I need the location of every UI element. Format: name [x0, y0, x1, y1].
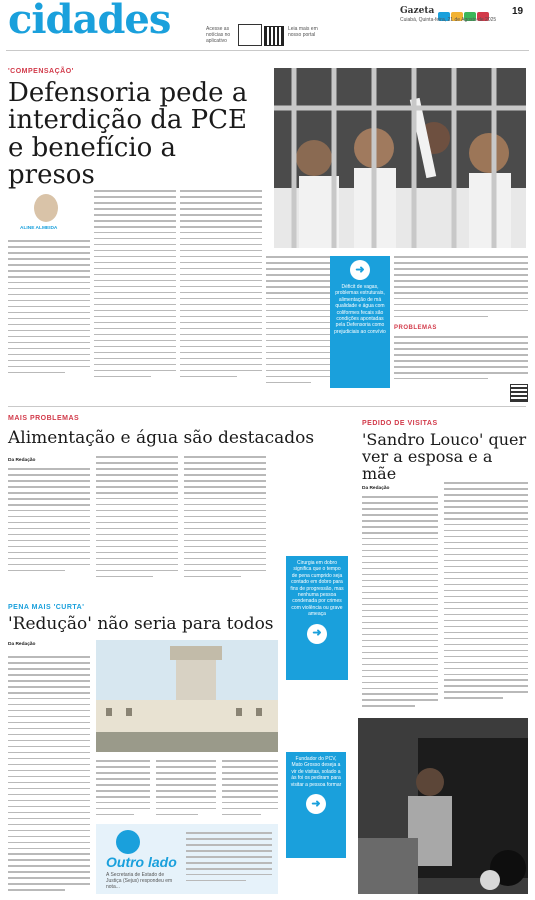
qr-code-icon: [264, 26, 284, 46]
prison-bars-illustration: [274, 68, 526, 248]
lead-column-3: [180, 190, 262, 382]
prison-building-photo: [96, 640, 278, 752]
qr-code-icon: [510, 384, 528, 402]
lead-column-4: [266, 256, 330, 388]
outro-text: A Secretaria de Estado de Justiça (Sejus) respondeu em nota...: [106, 872, 173, 890]
arrow-icon: ➜: [307, 624, 327, 644]
prisoners-photo: [274, 68, 526, 248]
lead-column-5: [394, 256, 528, 322]
page-number: 19: [512, 6, 524, 17]
lead-column-2: [94, 190, 176, 382]
prison-building-illustration: [96, 640, 278, 752]
divider: [8, 406, 526, 407]
reduction-column-3: [156, 760, 216, 820]
second-column-1: [8, 468, 90, 576]
lead-subhead: PROBLEMAS: [394, 325, 437, 331]
middle-caption-text: Cirurgia em dobro significa que o tempo de pena cumprido seja contado em dobro para fins de progressão, mas nenhuma pessoa condenada por crimes com violência ou grave ameaça: [290, 560, 344, 618]
second-kicker: MAIS PROBLEMAS: [8, 415, 80, 422]
visit-headline: 'Sandro Louco' quer ver a esposa e a mãe: [362, 430, 527, 483]
megaphone-icon: [116, 830, 140, 854]
reduction-column-2: [96, 760, 150, 820]
second-byline: Da Redação: [8, 458, 36, 463]
section-title: cidades: [8, 0, 171, 43]
reduction-column-4: [222, 760, 278, 820]
lead-caption-text: Déficit de vagas, problemas estruturais, alimentação de má qualidade e água com coliformes fecais são condições apontadas pela Defensoria como prejudiciais ao convívio: [334, 284, 386, 335]
suspect-photo: [358, 718, 528, 894]
reduction-kicker: PENA MAIS 'CURTA': [8, 604, 85, 611]
reduction-byline: Da Redação: [8, 642, 36, 647]
lead-column-1: [8, 240, 90, 378]
second-column-2: [96, 456, 178, 582]
phone-icon: [238, 24, 262, 46]
middle-caption-box: [286, 556, 348, 680]
police-car-illustration: [358, 718, 528, 894]
outro-title: Outro lado: [106, 854, 177, 870]
app-promo-text: Acesse as notícias no aplicativo: [206, 26, 231, 44]
author-avatar: [34, 194, 58, 222]
lead-caption-box: [330, 256, 390, 388]
paper-logo: Gazeta: [400, 6, 435, 16]
visit-kicker: PEDIDO DE VISITAS: [362, 420, 438, 427]
portal-promo-text: Leia mais em nosso portal: [288, 26, 318, 38]
outro-column: [186, 832, 272, 886]
visit-column-1: [362, 496, 438, 711]
visit-caption-box: [286, 752, 346, 858]
visit-column-2: [444, 482, 528, 703]
second-headline: Alimentação e água são destacados: [8, 428, 315, 448]
masthead: [6, 2, 529, 51]
arrow-icon: ➜: [306, 794, 326, 814]
visit-caption-text: Fundador do PCV, Mato Grosso deseja a vir de visitas, solado a às foi os pediram para visitar a pessoa formar: [290, 756, 342, 788]
lead-column-6: [394, 336, 528, 384]
author-name: ALINE ALMEIDA: [20, 226, 58, 231]
dateline: Cuiabá, Quinta-feira, 21 de Agosto de 2025: [400, 17, 497, 23]
reduction-column-1: [8, 656, 90, 895]
lead-headline: Defensoria pede a interdição da PCE e benefício a presos: [8, 78, 248, 190]
outro-lado-box: [96, 824, 278, 894]
lead-kicker: 'COMPENSAÇÃO': [8, 68, 74, 75]
reduction-headline: 'Redução' não seria para todos: [8, 614, 274, 634]
second-column-3: [184, 456, 266, 582]
arrow-icon: ➜: [350, 260, 370, 280]
visit-byline: Da Redação: [362, 486, 390, 491]
